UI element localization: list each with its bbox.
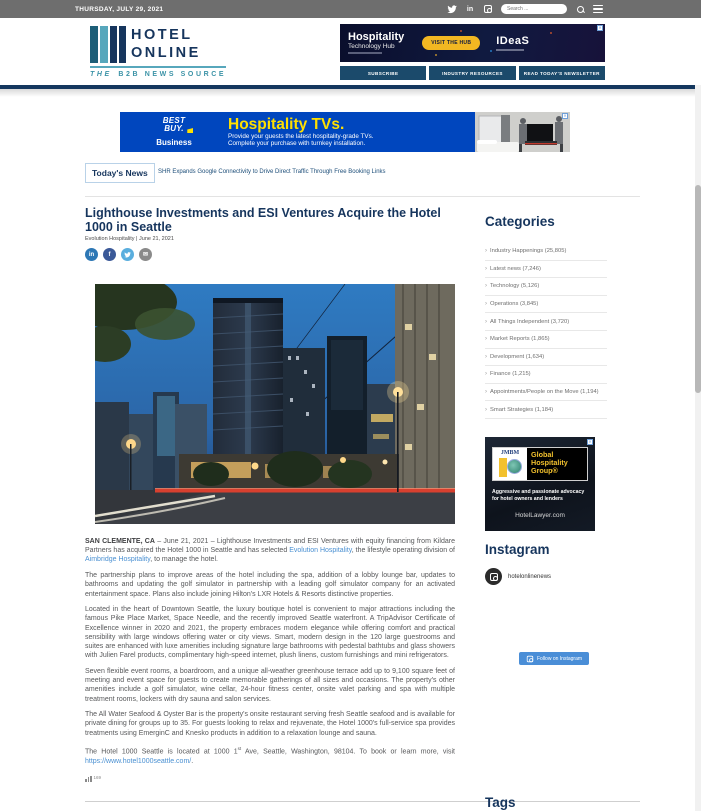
- jmbm-ad[interactable]: [485, 437, 595, 531]
- topbar-right-group: [447, 4, 603, 14]
- hotel1000-link[interactable]: https://www.hotel1000seattle.com/: [85, 757, 192, 765]
- chevron-right-icon: ›: [485, 283, 487, 290]
- hotel-online-logo-mark: [90, 26, 126, 63]
- follow-on-instagram-button[interactable]: Follow on Instagram: [519, 652, 589, 665]
- bestbuy-ad-headline: Hospitality TVs.: [228, 115, 345, 133]
- views-counter: [85, 773, 455, 782]
- current-date: THURSDAY, JULY 29, 2021: [75, 5, 164, 13]
- scrollbar-track[interactable]: [695, 85, 701, 811]
- share-email-button[interactable]: ✉: [139, 248, 152, 261]
- jmbm-logo: JMBM: [493, 448, 527, 480]
- category-item-operations[interactable]: › Operations (3,845): [485, 296, 607, 314]
- chevron-right-icon: ›: [485, 371, 487, 378]
- ordinal-superscript: st: [237, 746, 242, 752]
- top-bar: [0, 0, 701, 18]
- ad-close-icon[interactable]: ✕: [598, 25, 602, 30]
- chevron-right-icon: ›: [485, 389, 487, 396]
- search-input[interactable]: [501, 4, 567, 14]
- category-item-all-things-independent[interactable]: › All Things Independent (3,720): [485, 313, 607, 331]
- subscribe-button[interactable]: SUBSCRIBE: [340, 66, 426, 80]
- hub-ad-subtitle: Technology Hub: [348, 43, 395, 50]
- evolution-hospitality-link[interactable]: Evolution Hospitality: [289, 547, 352, 555]
- logo-word-hotel: HOTEL: [131, 27, 193, 43]
- ideas-brand-logo: IDeaS: [496, 35, 529, 51]
- paragraph-5: The All Water Seafood & Oyster Bar is the property's onsite restaurant serving fresh Seattle seafood and is available for private dining for groups up to 35. For guests looking to relax and rejuvenate, the Hotel 1000's full-service spa provides treatments using EmerginC and Knesko products in addition to a relaxation lounge and sauna.: [85, 711, 455, 737]
- category-item-latest-news[interactable]: › Latest news (7,246): [485, 261, 607, 279]
- article-title: Lighthouse Investments and ESI Ventures Acquire the Hotel 1000 in Seattle: [85, 206, 441, 234]
- chevron-right-icon: ›: [485, 406, 487, 413]
- article-hero-image: [95, 284, 455, 524]
- hospitality-hub-ad-banner[interactable]: [340, 24, 605, 62]
- paragraph-1: SAN CLEMENTE, CA – June 21, 2021 – Lighthouse Investments and ESI Ventures with equity financing from Kildare Partners has acquired the Hotel 1000 in Seattle and has selected Evolution Hospitality, the lifestyle operating division of Aimbridge Hospitality, to manage the hotel.: [85, 538, 455, 564]
- jmbm-ad-title: Global Hospitality Group®: [531, 450, 568, 476]
- ad-close-icon[interactable]: ✕: [563, 113, 567, 118]
- content-divider: [85, 196, 640, 197]
- category-item-market-reports[interactable]: › Market Reports (1,865): [485, 331, 607, 349]
- logo-word-online: ONLINE: [131, 45, 201, 61]
- bestbuy-logo: [120, 117, 228, 147]
- header-nav-buttons: [340, 66, 605, 80]
- bestbuy-tag-icon: [187, 128, 193, 133]
- paragraph-2: The partnership plans to improve areas of the hotel including the spa, addition of a lobby lounge bar, updates to bathrooms and updating the golf simulator in partnership with a leading golf simulator company for an activated entertainment space. Plans also include joining Hilton's LXR Hotels & Resorts distinctive properties.: [85, 572, 455, 598]
- logo-tagline: [90, 71, 230, 78]
- instagram-glyph: [490, 573, 498, 581]
- tagline-rest: B2B NEWS SOURCE: [118, 70, 227, 78]
- hub-ad-title: Hospitality: [348, 31, 405, 43]
- scrollbar-thumb[interactable]: [695, 185, 701, 393]
- building-icon: [499, 458, 507, 477]
- views-count: 169: [93, 774, 102, 780]
- linkedin-icon[interactable]: in: [466, 5, 474, 13]
- logo-rule: [90, 66, 226, 68]
- industry-resources-button[interactable]: INDUSTRY RESOURCES: [429, 66, 515, 80]
- todays-news-label: Today's News: [85, 163, 155, 183]
- instagram-handle[interactable]: hotelonlinenews: [508, 573, 552, 580]
- category-item-development[interactable]: › Development (1,634): [485, 349, 607, 367]
- category-item-smart-strategies[interactable]: › Smart Strategies (1,184): [485, 401, 607, 419]
- ad-close-icon[interactable]: ✕: [588, 439, 592, 444]
- paragraph-4: Seven flexible event rooms, a boardroom, and a unique all-weather greenhouse terrace add up to 9,100 square feet of meeting and event space for guests to create memorable gatherings of all sizes and occasions. The property's other amenities include a golf simulator, wine cellar, 24-hour fitness center, onsite valet parking and spa with multiple treatment rooms, lockers with dry sauna and salon services.: [85, 667, 455, 703]
- instagram-avatar[interactable]: [485, 568, 502, 585]
- todays-news-headline-link[interactable]: SHR Expands Google Connectivity to Drive Direct Traffic Through Free Booking Links: [158, 169, 386, 175]
- chevron-right-icon: ›: [485, 353, 487, 360]
- read-newsletter-button[interactable]: READ TODAY'S NEWSLETTER: [519, 66, 605, 80]
- bestbuy-word2: BUY.: [164, 124, 184, 133]
- chevron-right-icon: ›: [485, 248, 487, 255]
- article-bottom-divider: [85, 801, 640, 802]
- menu-icon[interactable]: [593, 5, 603, 13]
- globe-icon: [507, 459, 522, 474]
- twitter-icon[interactable]: [447, 4, 457, 14]
- article-meta: Evolution Hospitality | June 21, 2021: [85, 236, 174, 242]
- bestbuy-ad-sub1: Provide your guests the latest hospitality-grade TVs.: [228, 132, 374, 140]
- category-item-industry-happenings[interactable]: › Industry Happenings (25,805): [485, 243, 607, 261]
- paragraph-3: Located in the heart of Downtown Seattle, the luxury boutique hotel is convenient to major attractions including the famous Pike Place Market, Space Needle, and the recently improved Seattle waterfront. A TripAdvisor Certificate of Excellence winner in 2020 and 2021, the property embraces modern elegance while offering comfort and practical sensibility with large windows offering water or city views. Smart, modern design in the 120 large guestrooms and suites are enhanced with luxe amenities including signature large bathrooms with pedestal bathtubs and glass showers with Julien Farel products, complimentary high-speed internet, plush linens, custom furnishings and mini refrigerators.: [85, 606, 455, 660]
- chevron-right-icon: ›: [485, 301, 487, 308]
- article-body: [85, 537, 455, 782]
- instagram-icon[interactable]: [483, 4, 493, 14]
- tagline-the: THE: [90, 70, 112, 78]
- instagram-glyph: [527, 655, 533, 661]
- chevron-right-icon: ›: [485, 318, 487, 325]
- categories-heading: Categories: [485, 214, 555, 229]
- bestbuy-ad-sub2: Complete your purchase with turnkey installation.: [228, 140, 366, 147]
- categories-list: [485, 243, 607, 419]
- bestbuy-ad-photo: [475, 112, 570, 152]
- share-linkedin-button[interactable]: in: [85, 248, 98, 261]
- instagram-glyph: [484, 5, 492, 13]
- bestbuy-business-label: Business: [156, 138, 192, 147]
- share-twitter-button[interactable]: [121, 248, 134, 261]
- paragraph-6: The Hotel 1000 Seattle is located at 1000 1st Ave, Seattle, Washington, 98104. To book or learn more, visit https://www.hotel1000seattle.com/.: [85, 746, 455, 765]
- bestbuy-ad-banner[interactable]: [120, 112, 570, 152]
- header-shadow: [0, 89, 701, 97]
- instagram-heading: Instagram: [485, 542, 550, 557]
- aimbridge-hospitality-link[interactable]: Aimbridge Hospitality: [85, 556, 151, 564]
- views-chart-icon: [85, 776, 92, 782]
- chevron-right-icon: ›: [485, 265, 487, 272]
- tags-heading: Tags: [485, 795, 516, 810]
- visit-hub-button[interactable]: VISIT THE HUB: [422, 36, 480, 50]
- jmbm-ad-site: HotelLawyer.com: [515, 511, 565, 519]
- bestbuy-word1: BEST: [162, 116, 186, 125]
- site-logo[interactable]: [90, 26, 230, 78]
- hub-ad-powered-by: [348, 52, 382, 54]
- category-item-technology[interactable]: › Technology (5,126): [485, 278, 607, 296]
- search-icon[interactable]: [575, 4, 585, 14]
- site-header: [0, 18, 701, 85]
- jmbm-ad-body: Aggressive and passionate advocacy for hotel owners and lenders: [492, 489, 585, 502]
- instagram-profile-row: [485, 568, 551, 585]
- category-item-finance[interactable]: › Finance (1,215): [485, 366, 607, 384]
- dateline: SAN CLEMENTE, CA: [85, 538, 155, 545]
- share-facebook-button[interactable]: f: [103, 248, 116, 261]
- share-buttons: [85, 248, 152, 261]
- chevron-right-icon: ›: [485, 336, 487, 343]
- category-item-appointments[interactable]: › Appointments/People on the Move (1,194): [485, 384, 607, 402]
